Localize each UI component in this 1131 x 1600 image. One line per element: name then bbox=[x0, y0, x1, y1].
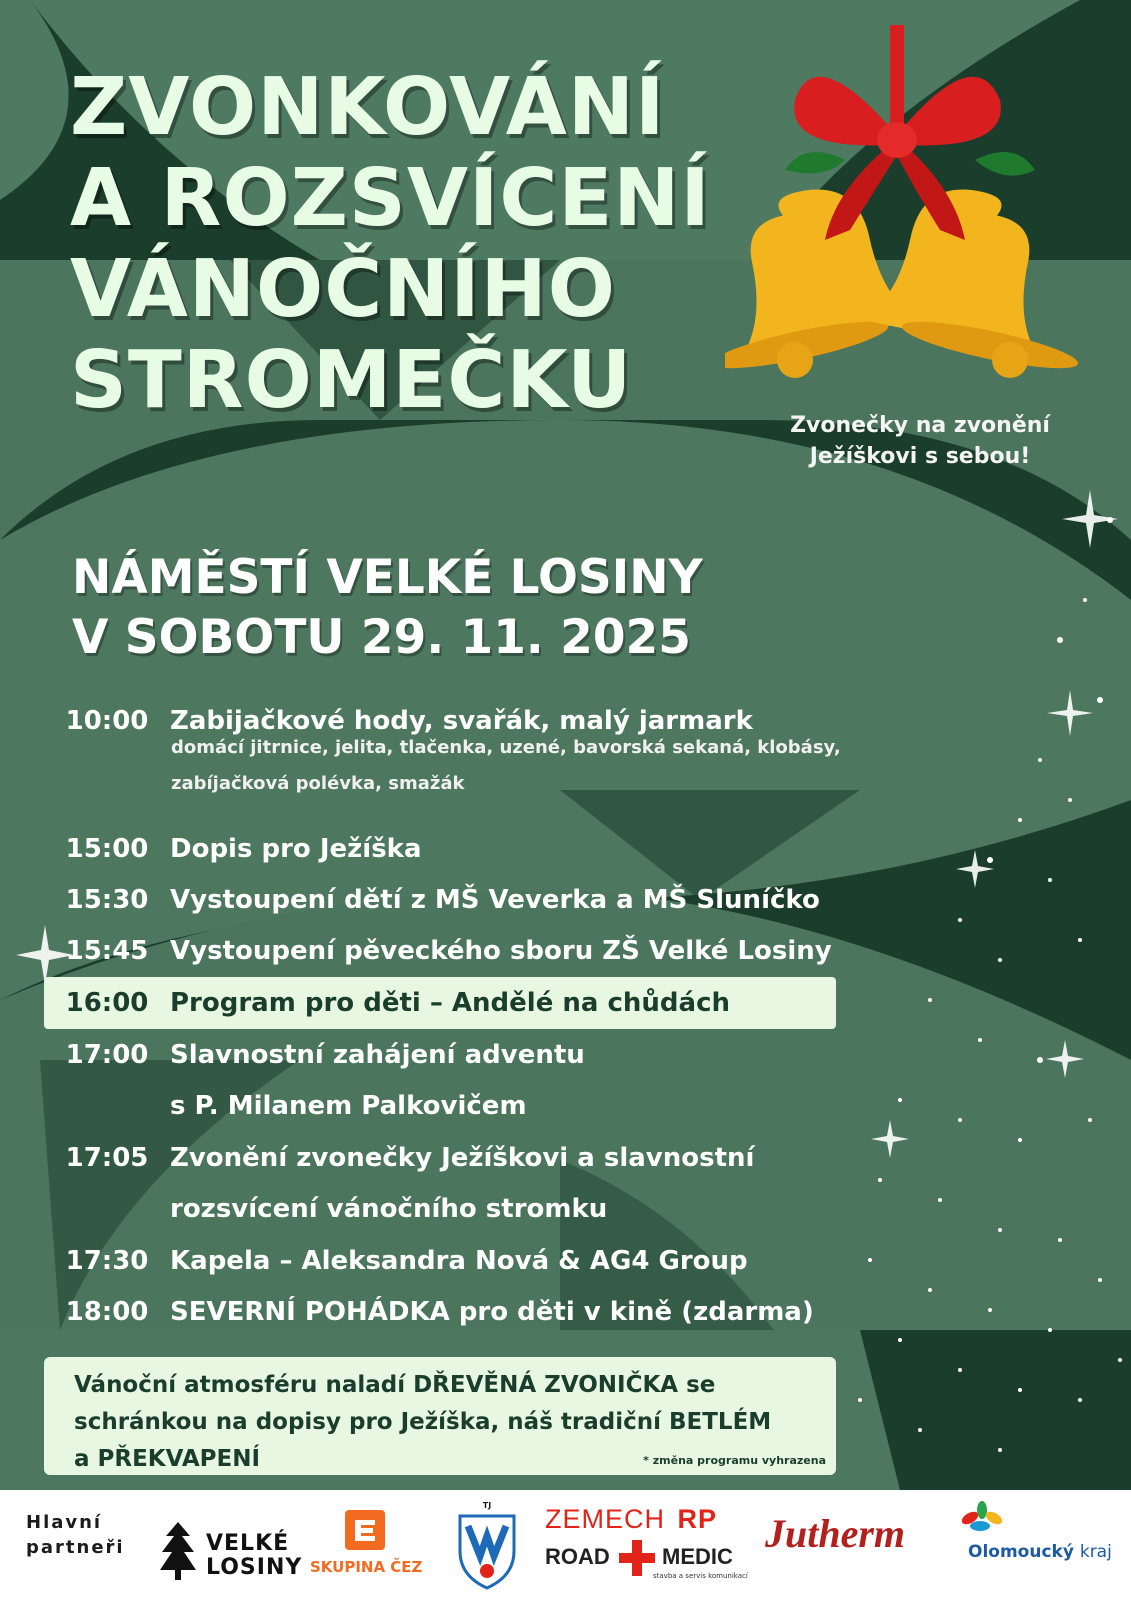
schedule-time: 16:00 bbox=[65, 988, 149, 1018]
program-disclaimer: * změna programu vyhrazena bbox=[643, 1454, 826, 1467]
date-line: V SOBOTU 29. 11. 2025 bbox=[72, 610, 691, 665]
schedule-time: 17:05 bbox=[65, 1143, 149, 1173]
schedule-row-continuation bbox=[44, 1183, 836, 1235]
cez-logo: SKUPINA ČEZ bbox=[310, 1510, 420, 1580]
schedule-detail: domácí jitrnice, jelita, tlačenka, uzené, bavorská sekaná, klobásy, bbox=[171, 737, 841, 758]
schedule-time: 15:00 bbox=[65, 834, 149, 864]
schedule-row bbox=[44, 1132, 836, 1184]
schedule-event: SEVERNÍ POHÁDKA pro děti v kině (zdarma) bbox=[170, 1297, 814, 1327]
bells-note-line: Ježíškovi s sebou! bbox=[809, 444, 1031, 469]
schedule-event: Program pro děti – Andělé na chůdách bbox=[170, 988, 730, 1018]
schedule-row bbox=[44, 874, 836, 926]
schedule-time: 17:30 bbox=[65, 1246, 149, 1276]
title-line: A ROZSVÍCENÍ bbox=[70, 152, 711, 244]
schedule-event: Zabijačkové hody, svařák, malý jarmark bbox=[170, 706, 753, 736]
schedule-event: Vystoupení pěveckého sboru ZŠ Velké Losiny bbox=[170, 936, 832, 966]
schedule-row bbox=[44, 823, 836, 875]
schedule-time: 15:45 bbox=[65, 936, 149, 966]
schedule-event: Vystoupení dětí z MŠ Veverka a MŠ Sluníčko bbox=[170, 885, 820, 915]
bells-note bbox=[770, 410, 1070, 472]
schedule-event: Slavnostní zahájení adventu bbox=[170, 1040, 585, 1070]
schedule-time: 18:00 bbox=[65, 1297, 149, 1327]
schedule-event: Kapela – Aleksandra Nová & AG4 Group bbox=[170, 1246, 748, 1276]
note-line: a PŘEKVAPENÍ bbox=[74, 1446, 261, 1472]
schedule-event: s P. Milanem Palkovičem bbox=[170, 1091, 527, 1121]
title-line: STROMEČKU bbox=[70, 334, 633, 426]
event-location-date bbox=[72, 548, 703, 668]
olomoucky-kraj-logo: Olomoucký kraj bbox=[950, 1500, 1120, 1580]
title-line: VÁNOČNÍHO bbox=[70, 243, 616, 335]
schedule-row-highlighted bbox=[44, 977, 836, 1029]
schedule-row bbox=[44, 1286, 836, 1338]
medic-cross-icon bbox=[619, 1540, 655, 1576]
christmas-bells-icon bbox=[725, 20, 1095, 390]
title-line: ZVONKOVÁNÍ bbox=[70, 61, 666, 153]
schedule-time: 15:30 bbox=[65, 885, 149, 915]
schedule-event: Zvonění zvonečky Ježíškovi a slavnostní bbox=[170, 1143, 755, 1173]
location-line: NÁMĚSTÍ VELKÉ LOSINY bbox=[72, 550, 703, 605]
schedule-row-continuation bbox=[44, 1080, 836, 1132]
partners-label: Hlavní partneři bbox=[26, 1512, 125, 1558]
svg-text:TJ: TJ bbox=[482, 1501, 492, 1510]
cez-mark-icon bbox=[345, 1510, 385, 1550]
flower-logo-icon bbox=[950, 1500, 1010, 1540]
sokol-logo bbox=[452, 1496, 522, 1598]
schedule-row bbox=[44, 1235, 836, 1287]
event-title bbox=[70, 62, 711, 426]
schedule-row bbox=[44, 1029, 836, 1081]
tree-logo-icon bbox=[160, 1522, 196, 1582]
sokol-mark-icon bbox=[452, 1496, 522, 1594]
zemech-road-medic-logo: ZEMECH RP ROAD MEDIC stavba a servis komunikací bbox=[545, 1504, 748, 1580]
schedule-time: 10:00 bbox=[65, 706, 149, 736]
schedule-time: 17:00 bbox=[65, 1040, 149, 1070]
partners-footer: Hlavní partneři VELKÉ LOSINY SKUPINA ČEZ TJ ZEMECH RP ROAD MEDIC stavba a servis komunikací Jutherm Olomoucký kraj bbox=[0, 1490, 1131, 1600]
jutherm-logo: Jutherm bbox=[765, 1511, 906, 1556]
note-line: Vánoční atmosféru naladí DŘEVĚNÁ ZVONIČKA se bbox=[74, 1372, 716, 1398]
note-line: schránkou na dopisy pro Ježíška, náš tradiční BETLÉM bbox=[74, 1409, 772, 1435]
schedule-event: Dopis pro Ježíška bbox=[170, 834, 422, 864]
atmosphere-note bbox=[44, 1357, 836, 1475]
schedule-row bbox=[44, 925, 836, 977]
bells-note-line: Zvonečky na zvonění bbox=[790, 413, 1050, 438]
schedule-event: rozsvícení vánočního stromku bbox=[170, 1194, 608, 1224]
schedule-detail: zabíjačková polévka, smažák bbox=[171, 773, 465, 794]
